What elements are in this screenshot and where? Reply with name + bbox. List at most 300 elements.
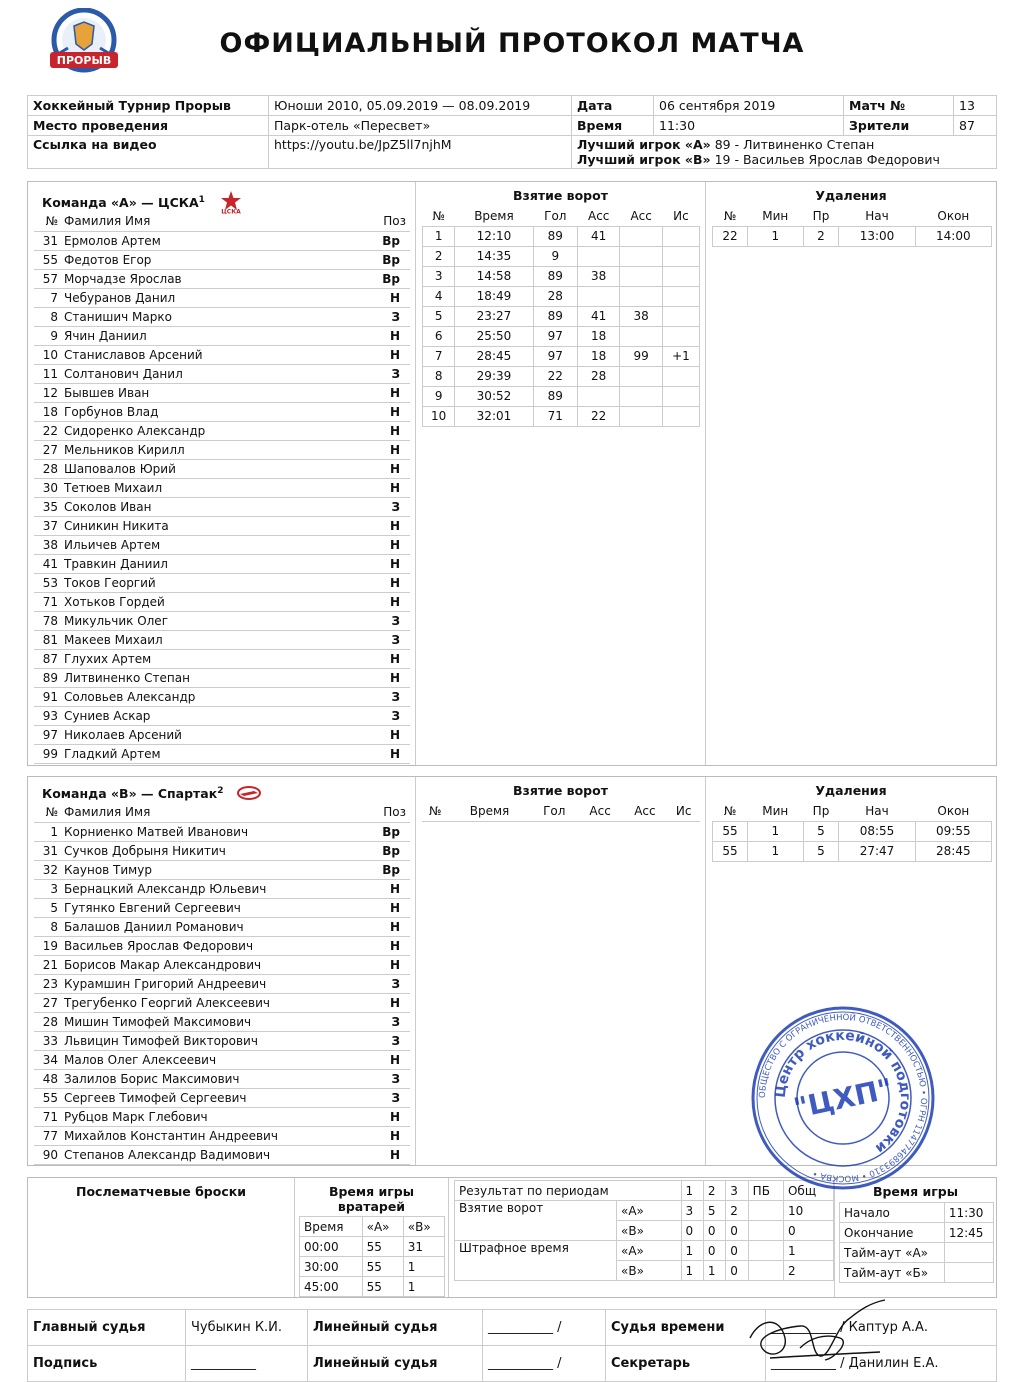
col-name: Фамилия Имя	[64, 212, 353, 231]
game-time	[834, 1178, 996, 1297]
game-time-title: Время игры	[872, 1184, 959, 1199]
player-name: Бывшев Иван	[64, 383, 353, 402]
player-name: Горбунов Влад	[64, 402, 353, 421]
player-name: Глухих Артем	[64, 649, 353, 668]
tournament-value: Юноши 2010, 05.09.2019 — 08.09.2019	[269, 96, 572, 116]
player-position: Н	[353, 744, 410, 763]
goalie-time-row	[300, 1277, 445, 1297]
player-name: Корниенко Матвей Иванович	[64, 822, 370, 841]
goal-cell: 25:50	[455, 326, 533, 346]
roster-row	[34, 993, 410, 1012]
player-position: Н	[353, 440, 410, 459]
goal-cell: 18	[577, 326, 619, 346]
player-number: 12	[34, 383, 64, 402]
player-name: Васильев Ярослав Федорович	[64, 936, 370, 955]
penalty-cell: 5	[803, 841, 839, 861]
goal-row	[423, 366, 700, 386]
roster-row	[34, 1126, 410, 1145]
goalie-time-cell: 55	[362, 1257, 403, 1277]
roster-row	[34, 459, 410, 478]
player-number: 89	[34, 668, 64, 687]
goal-cell: 29:39	[455, 366, 533, 386]
signature-label: Подпись	[28, 1346, 186, 1382]
game-time-table: Начало 11:30 Окончание 12:45 Тайм-аут «А» Тайм-аут «Б»	[839, 1202, 994, 1283]
team-b-goals	[416, 777, 706, 1165]
venue-value: Парк-отель «Пересвет»	[269, 116, 572, 136]
goal-cell: 14:58	[455, 266, 533, 286]
roster-row	[34, 841, 410, 860]
goalie-time-cell: 30:00	[300, 1257, 363, 1277]
roster-row	[34, 725, 410, 744]
player-name: Курамшин Григорий Андреевич	[64, 974, 370, 993]
spectators-label: Зрители	[844, 116, 954, 136]
goal-cell	[662, 266, 699, 286]
player-position: З	[353, 706, 410, 725]
player-name: Малов Олег Алексеевич	[64, 1050, 370, 1069]
player-position: З	[370, 1012, 410, 1031]
goal-cell: 1	[423, 226, 455, 246]
player-name: Литвиненко Степан	[64, 668, 353, 687]
goalie-time-cell: 1	[403, 1277, 444, 1297]
goal-cell: 32:01	[455, 406, 533, 426]
player-name: Морчадзе Ярослав	[64, 269, 353, 288]
secretary-label: Секретарь	[606, 1346, 766, 1382]
roster-row	[34, 231, 410, 250]
roster-row	[34, 497, 410, 516]
player-position: З	[370, 1031, 410, 1050]
roster-row	[34, 936, 410, 955]
player-name: Суниев Аскар	[64, 706, 353, 725]
player-number: 91	[34, 687, 64, 706]
time-label: Время	[572, 116, 654, 136]
player-number: 8	[34, 917, 64, 936]
goal-cell: 28	[533, 286, 577, 306]
roster-row	[34, 860, 410, 879]
player-number: 34	[34, 1050, 64, 1069]
player-number: 55	[34, 250, 64, 269]
best-a-label: Лучший игрок «А»	[577, 137, 711, 152]
penalty-cell: 1	[747, 226, 803, 246]
player-position: Вр	[353, 231, 410, 250]
goal-cell	[662, 326, 699, 346]
player-position: Н	[370, 1126, 410, 1145]
player-number: 21	[34, 955, 64, 974]
player-position: З	[353, 630, 410, 649]
player-number: 41	[34, 554, 64, 573]
date-label: Дата	[572, 96, 654, 116]
player-number: 23	[34, 974, 64, 993]
goal-cell: +1	[662, 346, 699, 366]
goal-cell: 18	[577, 346, 619, 366]
goal-cell	[620, 226, 662, 246]
summary-block	[27, 1177, 997, 1298]
player-position: Н	[370, 917, 410, 936]
player-name: Тетюев Михаил	[64, 478, 353, 497]
timekeeper-label: Судья времени	[606, 1310, 766, 1346]
player-name: Станишич Марко	[64, 307, 353, 326]
goal-cell: 4	[423, 286, 455, 306]
goal-row	[423, 306, 700, 326]
player-name: Залилов Борис Максимович	[64, 1069, 370, 1088]
penalty-cell: 08:55	[839, 821, 915, 841]
team-a-roster-table	[34, 212, 410, 764]
player-name: Ильичев Артем	[64, 535, 353, 554]
roster-row	[34, 822, 410, 841]
pens-title-a: Удаления	[815, 188, 887, 203]
goal-cell: 28	[577, 366, 619, 386]
player-number: 5	[34, 898, 64, 917]
video-label: Ссылка на видео	[28, 136, 269, 169]
player-number: 3	[34, 879, 64, 898]
player-position: Вр	[370, 841, 410, 860]
player-position: З	[353, 497, 410, 516]
player-name: Ермолов Артем	[64, 231, 353, 250]
player-name: Солтанович Данил	[64, 364, 353, 383]
best-b-label: Лучший игрок «В»	[577, 152, 711, 167]
player-number: 55	[34, 1088, 64, 1107]
player-position: Н	[353, 592, 410, 611]
player-position: Вр	[353, 269, 410, 288]
goalie-time	[294, 1178, 449, 1297]
goal-cell: 38	[577, 266, 619, 286]
player-name: Борисов Макар Александрович	[64, 955, 370, 974]
roster-row	[34, 383, 410, 402]
line-referee-2-value: __________ /	[483, 1346, 606, 1382]
player-name: Макеев Михаил	[64, 630, 353, 649]
roster-row	[34, 592, 410, 611]
roster-row	[34, 307, 410, 326]
team-b-pens-table: № Мин Пр Нач Окон 55 1 5 08:55 09:55 55 1 5 27:47 28:45	[712, 801, 992, 862]
goal-row	[423, 326, 700, 346]
goal-cell	[577, 286, 619, 306]
goal-cell: 89	[533, 386, 577, 406]
roster-row	[34, 478, 410, 497]
player-position: Н	[370, 955, 410, 974]
goal-cell: 3	[423, 266, 455, 286]
goal-cell: 9	[533, 246, 577, 266]
player-position: Н	[353, 668, 410, 687]
player-name: Мельников Кирилл	[64, 440, 353, 459]
roster-row	[34, 1050, 410, 1069]
line-referee-1-label: Линейный судья	[308, 1310, 483, 1346]
roster-row	[34, 879, 410, 898]
player-name: Сидоренко Александр	[64, 421, 353, 440]
player-number: 8	[34, 307, 64, 326]
penalty-cell: 27:47	[839, 841, 915, 861]
roster-row	[34, 288, 410, 307]
team-b-goals-table: № Время Гол Асс Асс Ис	[422, 801, 700, 822]
goal-cell: 38	[620, 306, 662, 326]
goal-cell: 89	[533, 306, 577, 326]
goalie-time-cell: 00:00	[300, 1237, 363, 1257]
player-number: 31	[34, 231, 64, 250]
player-position: Н	[353, 402, 410, 421]
penalty-row	[713, 841, 992, 861]
roster-row	[34, 1107, 410, 1126]
player-name: Синикин Никита	[64, 516, 353, 535]
player-position: З	[370, 974, 410, 993]
player-name: Станиславов Арсений	[64, 345, 353, 364]
goal-cell	[620, 286, 662, 306]
goalie-time-row	[300, 1257, 445, 1277]
player-position: Н	[353, 459, 410, 478]
goal-cell	[620, 386, 662, 406]
player-position: З	[370, 1069, 410, 1088]
svg-text:Центр хоккейной подготовки: Центр хоккейной подготовки	[772, 1027, 914, 1157]
penalty-cell: 22	[713, 226, 748, 246]
player-position: Н	[353, 345, 410, 364]
goalie-time-title: Время игры вратарей	[328, 1184, 415, 1214]
penalty-cell: 5	[803, 821, 839, 841]
roster-row	[34, 326, 410, 345]
player-number: 33	[34, 1031, 64, 1050]
goalie-time-row	[300, 1237, 445, 1257]
player-number: 9	[34, 326, 64, 345]
player-number: 27	[34, 440, 64, 459]
player-number: 48	[34, 1069, 64, 1088]
player-position: З	[370, 1088, 410, 1107]
player-number: 35	[34, 497, 64, 516]
goal-cell	[577, 246, 619, 266]
match-info-table	[27, 95, 997, 169]
roster-row	[34, 269, 410, 288]
player-number: 10	[34, 345, 64, 364]
player-position: Н	[353, 516, 410, 535]
goal-row	[423, 246, 700, 266]
roster-row	[34, 1088, 410, 1107]
goal-cell: 9	[423, 386, 455, 406]
player-name: Ячин Даниил	[64, 326, 353, 345]
col-num: №	[34, 212, 64, 231]
player-number: 1	[34, 822, 64, 841]
video-link[interactable]: https://youtu.be/JpZ5ll7njhM	[269, 136, 572, 169]
player-number: 38	[34, 535, 64, 554]
goal-cell: 30:52	[455, 386, 533, 406]
player-number: 27	[34, 993, 64, 1012]
roster-row	[34, 687, 410, 706]
player-number: 18	[34, 402, 64, 421]
player-number: 81	[34, 630, 64, 649]
goal-cell: 71	[533, 406, 577, 426]
player-position: Н	[353, 478, 410, 497]
goalie-time-cell: 55	[362, 1237, 403, 1257]
player-name: Львицин Тимофей Викторович	[64, 1031, 370, 1050]
goals-title-a: Взятие ворот	[513, 188, 608, 203]
goal-cell: 7	[423, 346, 455, 366]
pens-title-b: Удаления	[815, 783, 887, 798]
player-name: Федотов Егор	[64, 250, 353, 269]
goal-row	[423, 286, 700, 306]
player-position: Вр	[370, 860, 410, 879]
svg-text:ПРОРЫВ: ПРОРЫВ	[56, 54, 112, 67]
player-name: Рубцов Марк Глебович	[64, 1107, 370, 1126]
team-a-goals-table: № Время Гол Асс Асс Ис 1 12:10 89 41 2 14:35 9 3 14:58 89 38 4 18:49 28 5 23:27 89 41 38 6 25:50 97 18 7 28:45 97 18 99 +1 8 29:39 22 28 9 30:52 89 10 32:01 71 22	[422, 206, 700, 427]
player-number: 99	[34, 744, 64, 763]
roster-row	[34, 611, 410, 630]
player-number: 78	[34, 611, 64, 630]
main-referee-value: Чубыкин К.И.	[186, 1310, 308, 1346]
penalty-cell: 55	[713, 821, 748, 841]
goal-row	[423, 346, 700, 366]
goal-row	[423, 406, 700, 426]
player-position: Н	[370, 936, 410, 955]
goal-cell: 6	[423, 326, 455, 346]
player-number: 11	[34, 364, 64, 383]
player-position: Н	[370, 898, 410, 917]
player-position: Н	[370, 993, 410, 1012]
best-players	[572, 136, 997, 169]
player-name: Бернацкий Александр Юльевич	[64, 879, 370, 898]
player-name: Гладкий Артем	[64, 744, 353, 763]
player-position: Н	[370, 879, 410, 898]
date-value: 06 сентября 2019	[654, 96, 844, 116]
player-number: 28	[34, 1012, 64, 1031]
team-b-roster-table: № Фамилия Имя Поз 1 Корниенко Матвей Иванович Вр 31 Сучков Добрыня Никитич Вр 32 Каунов Тимур Вр 3 Бернацкий Александр Юльевич Н 5 Гутянко Евгений Сергеевич Н 8 Балашов Даниил Романович Н 19 Васильев Ярослав Федорович Н 21 Борисов Макар Александрович Н 23 Курамшин Григорий Андреевич З 27 Трегубенко Георгий Алексеевич Н 28 Мишин Тимофей Максимович З 33 Львицин Тимофей Викторович З 34 Малов Олег Алексеевич Н 48 Залилов Борис Максимович З 55 Сергеев Тимофей Сергеевич З 71 Рубцов Марк Глебович Н 77 Михайлов Константин Андреевич Н 90 Степанов Александр Вадимович Н	[34, 803, 410, 1165]
goal-cell	[620, 406, 662, 426]
goal-cell	[662, 286, 699, 306]
goal-cell: 41	[577, 226, 619, 246]
goalie-time-cell: 1	[403, 1257, 444, 1277]
player-position: Н	[370, 1145, 410, 1164]
player-number: 57	[34, 269, 64, 288]
player-name: Михайлов Константин Андреевич	[64, 1126, 370, 1145]
player-position: З	[353, 687, 410, 706]
penalty-cell: 1	[747, 841, 803, 861]
penalty-cell: 55	[713, 841, 748, 861]
team-b-roster	[28, 777, 416, 1165]
goal-cell: 22	[533, 366, 577, 386]
player-number: 53	[34, 573, 64, 592]
goal-cell	[620, 266, 662, 286]
player-name: Шаповалов Юрий	[64, 459, 353, 478]
player-name: Гутянко Евгений Сергеевич	[64, 898, 370, 917]
goalie-time-cell: 55	[362, 1277, 403, 1297]
roster-row	[34, 1069, 410, 1088]
player-name: Соловьев Александр	[64, 687, 353, 706]
svg-text:"ЦХП": "ЦХП"	[790, 1071, 896, 1126]
roster-row	[34, 898, 410, 917]
roster-row	[34, 1145, 410, 1164]
player-position: Н	[353, 383, 410, 402]
handwritten-signature	[740, 1298, 890, 1378]
best-b-value: 19 - Васильев Ярослав Федорович	[714, 152, 940, 167]
penalty-cell: 28:45	[915, 841, 991, 861]
roster-row	[34, 345, 410, 364]
goal-cell: 18:49	[455, 286, 533, 306]
goal-cell	[662, 366, 699, 386]
goal-cell: 97	[533, 346, 577, 366]
player-name: Соколов Иван	[64, 497, 353, 516]
roster-row	[34, 706, 410, 725]
roster-row	[34, 573, 410, 592]
svg-text:ЦСКА: ЦСКА	[221, 208, 242, 214]
line-referee-1-value: __________ /	[483, 1310, 606, 1346]
player-position: Н	[353, 288, 410, 307]
goal-row	[423, 266, 700, 286]
player-position: Н	[370, 1107, 410, 1126]
page-title: ОФИЦИАЛЬНЫЙ ПРОТОКОЛ МАТЧА	[219, 28, 805, 59]
player-position: Н	[353, 326, 410, 345]
goal-cell: 89	[533, 226, 577, 246]
roster-row	[34, 421, 410, 440]
goal-cell: 14:35	[455, 246, 533, 266]
penalty-row	[713, 226, 992, 246]
penalty-cell: 09:55	[915, 821, 991, 841]
spectators-value: 87	[954, 116, 997, 136]
tournament-label: Хоккейный Турнир Прорыв	[28, 96, 269, 116]
team-a-roster	[28, 182, 416, 765]
player-number: 19	[34, 936, 64, 955]
goal-cell: 10	[423, 406, 455, 426]
player-number: 22	[34, 421, 64, 440]
goal-cell: 8	[423, 366, 455, 386]
player-number: 30	[34, 478, 64, 497]
penalty-cell: 13:00	[839, 226, 915, 246]
player-number: 71	[34, 1107, 64, 1126]
player-position: Н	[353, 554, 410, 573]
player-name: Микульчик Олег	[64, 611, 353, 630]
goal-cell: 99	[620, 346, 662, 366]
player-number: 32	[34, 860, 64, 879]
shootout-title: Послематчевые броски	[75, 1184, 246, 1199]
player-number: 87	[34, 649, 64, 668]
goal-cell: 22	[577, 406, 619, 426]
goal-cell	[662, 306, 699, 326]
player-name: Трегубенко Георгий Алексеевич	[64, 993, 370, 1012]
roster-row	[34, 554, 410, 573]
tournament-logo	[44, 8, 128, 78]
secretary-value: __________ / Данилин Е.А.	[766, 1346, 997, 1382]
roster-row	[34, 1031, 410, 1050]
goal-cell: 97	[533, 326, 577, 346]
penalty-cell: 2	[803, 226, 839, 246]
goal-cell	[620, 326, 662, 346]
goalie-time-cell: 31	[403, 1237, 444, 1257]
goalie-time-table: Время «А» «В» 00:00 55 31 30:00 55 1 45:00 55 1	[299, 1216, 445, 1297]
roster-row	[34, 440, 410, 459]
roster-row	[34, 668, 410, 687]
goal-cell: 23:27	[455, 306, 533, 326]
goalie-time-cell: 45:00	[300, 1277, 363, 1297]
goal-cell	[662, 226, 699, 246]
roster-row	[34, 402, 410, 421]
roster-row	[34, 955, 410, 974]
goal-cell	[662, 386, 699, 406]
time-value: 11:30	[654, 116, 844, 136]
player-number: 93	[34, 706, 64, 725]
player-name: Токов Георгий	[64, 573, 353, 592]
player-name: Травкин Даниил	[64, 554, 353, 573]
player-name: Хотьков Гордей	[64, 592, 353, 611]
roster-row	[34, 630, 410, 649]
period-results-table: Результат по периодам 1 2 3 ПБ Общ Взятие ворот «А» 3 5 2 10 «В» 0 0 0 0 Штрафное время «А» 1 0 0 1 «В» 1 1 0 2	[454, 1180, 834, 1281]
player-position: З	[353, 611, 410, 630]
goal-cell: 2	[423, 246, 455, 266]
goal-cell: 41	[577, 306, 619, 326]
team-b-title: Команда «В» — Спартак$^2$	[42, 785, 262, 804]
player-position: Н	[353, 573, 410, 592]
player-position: Н	[353, 535, 410, 554]
player-name: Сергеев Тимофей Сергеевич	[64, 1088, 370, 1107]
roster-row	[34, 516, 410, 535]
player-name: Чебуранов Данил	[64, 288, 353, 307]
venue-label: Место проведения	[28, 116, 269, 136]
penalty-cell: 1	[747, 821, 803, 841]
player-number: 90	[34, 1145, 64, 1164]
spartak-emblem-icon	[236, 785, 262, 804]
roster-row	[34, 1012, 410, 1031]
player-number: 71	[34, 592, 64, 611]
